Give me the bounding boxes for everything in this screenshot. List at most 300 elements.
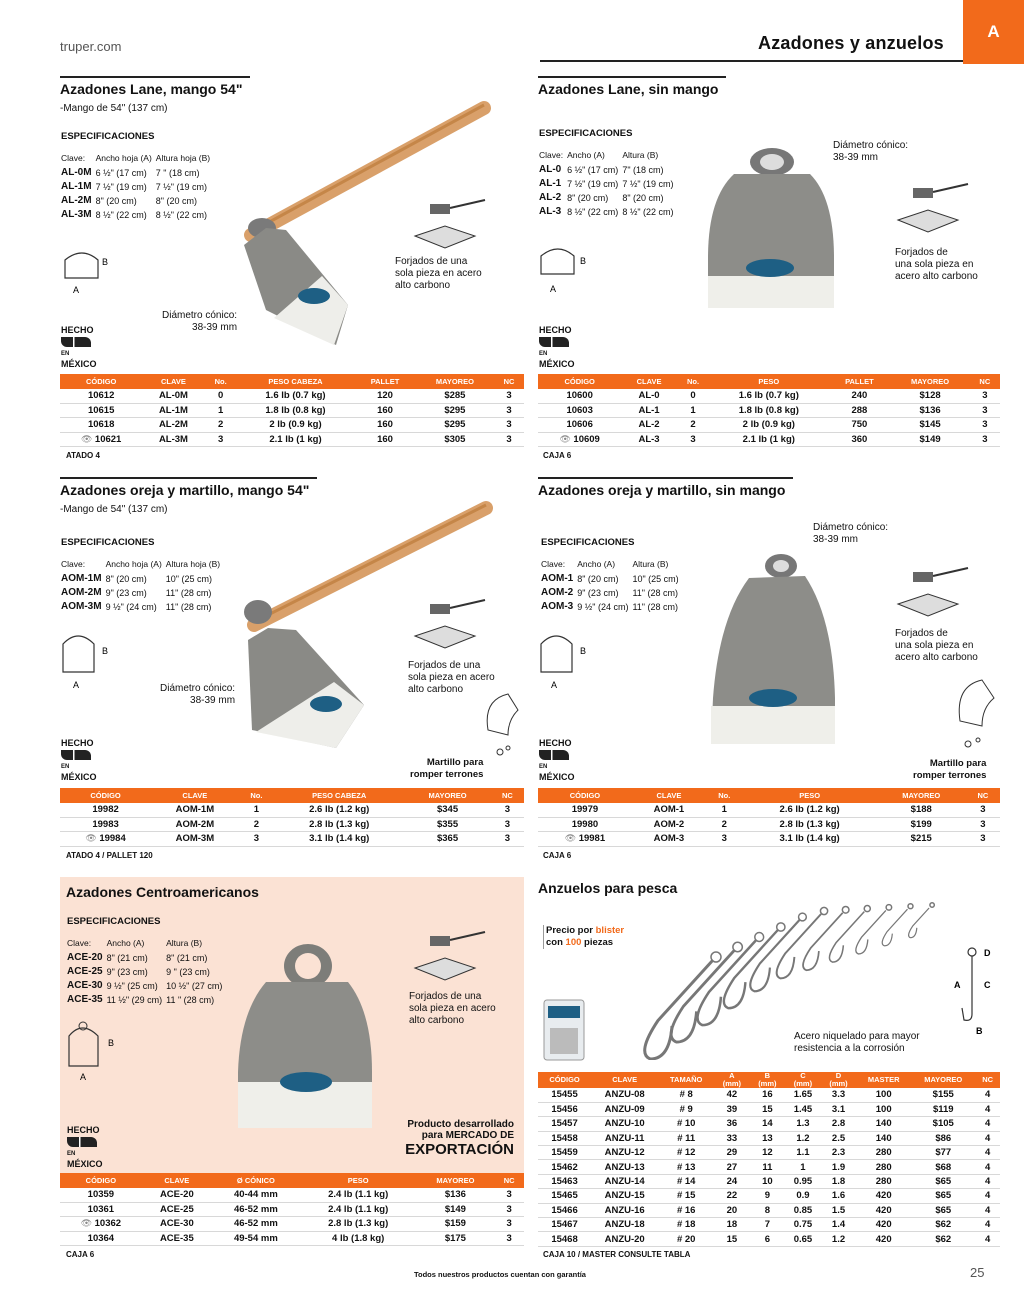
column-header: Ø CÓNICO [212, 1173, 300, 1188]
table-cell: 1 [785, 1160, 821, 1174]
section-title: Azadones Lane, sin mango [538, 76, 726, 97]
table-cell: 120 [354, 389, 415, 403]
table-cell: 1.6 lb (0.7 kg) [709, 389, 828, 403]
table-cell: # 16 [658, 1203, 714, 1217]
hook-eye [930, 903, 934, 907]
price-table-s3 [60, 788, 524, 847]
table-cell: 2.6 lb (1.2 kg) [274, 803, 404, 817]
table-cell: # 10 [658, 1117, 714, 1131]
spec-cell: 9 ½" (25 cm) [106, 981, 158, 991]
code-cell [60, 432, 142, 446]
table-cell: 10600 [538, 389, 621, 403]
spec-row [67, 993, 226, 1007]
table-cell: $295 [416, 403, 494, 417]
table-cell: 3.3 [821, 1088, 856, 1102]
code-value: 19981 [578, 833, 606, 845]
page-title: Azadones y anzuelos [758, 33, 944, 53]
table-cell: 2.1 lb (1 kg) [237, 432, 355, 446]
table-cell: 280 [856, 1146, 911, 1160]
table-row [60, 817, 524, 831]
spec-cell: 7 ½" (19 cm) [95, 182, 147, 192]
table-cell: 3 [491, 803, 524, 817]
pack-note: CAJA 10 / MASTER CONSULTE TABLA [543, 1250, 691, 1259]
forging-icon [405, 196, 495, 256]
table-cell: 1.2 [785, 1131, 821, 1145]
site-url[interactable]: truper.com [60, 39, 122, 54]
table-cell: 0.95 [785, 1174, 821, 1188]
column-header: PALLET [828, 374, 890, 389]
table-cell: 36 [714, 1117, 749, 1131]
handle-note: -Mango de 54" (137 cm) [60, 504, 168, 515]
column-header: PESO [300, 1173, 417, 1188]
table-cell: 2 [205, 418, 237, 432]
column-header: CÓDIGO [60, 788, 151, 803]
table-cell: 15455 [538, 1088, 591, 1102]
hook-eye [755, 933, 764, 942]
table-row [60, 418, 524, 432]
table-cell: $62 [911, 1232, 975, 1246]
spec-heading: ESPECIFICACIONES [61, 537, 155, 548]
column-header: MASTER [856, 1072, 911, 1088]
table-cell: 160 [354, 403, 415, 417]
table-cell: 15463 [538, 1174, 591, 1188]
spec-row [61, 180, 214, 194]
spec-col-header: Clave: [67, 938, 92, 948]
table-cell: 39 [714, 1102, 749, 1116]
forged-label: Forjados de una sola pieza en acero alto carbono [409, 991, 496, 1026]
column-header: A (mm) [714, 1072, 749, 1088]
column-header: No. [706, 788, 743, 803]
table-cell: 2.4 lb (1.1 kg) [300, 1188, 417, 1202]
hammer-icon [950, 676, 1000, 756]
table-cell: 1.2 [821, 1232, 856, 1246]
spec-row [61, 572, 224, 586]
hook-eye [820, 907, 827, 914]
code-value: 10621 [94, 433, 122, 445]
table-cell: 3 [494, 418, 524, 432]
table-cell: AL-0 [621, 389, 676, 403]
hook-eye [886, 905, 892, 911]
spec-cell: 8 ½" (22 cm) [622, 207, 674, 217]
spec-cell: 8" (20 cm) [105, 574, 147, 584]
table-cell: 0 [205, 389, 237, 403]
column-header: CÓDIGO [538, 374, 621, 389]
table-cell: 3.1 [821, 1102, 856, 1116]
svg-text:A: A [954, 980, 961, 990]
svg-text:B: B [102, 646, 109, 656]
column-header: No. [205, 374, 237, 389]
spec-cell: 9 ½" (24 cm) [105, 602, 157, 612]
table-cell: $65 [911, 1174, 975, 1188]
table-cell: 19980 [538, 817, 632, 831]
table-cell: $305 [416, 432, 494, 446]
pack-note: CAJA 6 [66, 1250, 95, 1259]
table-cell: $188 [877, 803, 966, 817]
material-label: Acero niquelado para mayor resistencia a la corrosión [794, 1031, 920, 1054]
table-cell: 0.65 [785, 1232, 821, 1246]
dim-b: B [102, 257, 109, 267]
eye-icon[interactable]: 👁 [559, 433, 574, 444]
column-header: No. [239, 788, 275, 803]
table-cell: 16 [750, 1088, 785, 1102]
table-cell: ANZU-18 [591, 1218, 658, 1232]
spec-col-header: Ancho (A) [106, 938, 145, 948]
column-header: CLAVE [142, 374, 204, 389]
svg-text:A: A [80, 1072, 87, 1082]
svg-text:A: A [551, 680, 558, 690]
code-value: 10362 [94, 1218, 122, 1230]
table-cell: 10361 [60, 1202, 142, 1216]
table-row [60, 803, 524, 817]
column-header: MAYOREO [890, 374, 969, 389]
table-cell: 2 [706, 817, 743, 831]
table-row [60, 1217, 524, 1231]
table-cell: 4 [975, 1174, 1000, 1188]
forging-icon [405, 596, 495, 656]
table-cell: 420 [856, 1232, 911, 1246]
spec-row [539, 205, 678, 219]
table-cell: AL-0M [142, 389, 204, 403]
table-cell: 420 [856, 1203, 911, 1217]
spec-col-header: Altura (B) [632, 559, 669, 569]
table-cell: AL-1M [142, 403, 204, 417]
table-cell: ANZU-12 [591, 1146, 658, 1160]
table-row [538, 817, 1000, 831]
table-cell: 280 [856, 1160, 911, 1174]
handle-note: -Mango de 54" (137 cm) [60, 103, 168, 114]
table-cell: 4 [975, 1146, 1000, 1160]
hook-eye [777, 923, 785, 931]
spec-cell: 8" (20 cm) [622, 193, 664, 203]
eye-icon[interactable]: 👁 [85, 833, 100, 844]
table-cell: 1.5 [821, 1203, 856, 1217]
spec-row [539, 191, 678, 205]
table-cell: 2.5 [821, 1131, 856, 1145]
table-cell: $355 [404, 817, 491, 831]
fish-hook [645, 960, 713, 1059]
column-header: No. [677, 374, 710, 389]
table-cell: 3 [494, 389, 524, 403]
spec-table [61, 150, 214, 222]
table-cell: $365 [404, 832, 491, 846]
hoe-dimension-icon [60, 630, 120, 692]
spec-row [61, 194, 214, 208]
spec-row [67, 965, 226, 979]
spec-cell: 9" (23 cm) [106, 967, 148, 977]
table-cell: 3 [966, 817, 1000, 831]
table-cell: 3 [966, 803, 1000, 817]
column-header: PESO [743, 788, 877, 803]
table-cell: ACE-20 [142, 1188, 212, 1202]
table-cell: 15462 [538, 1160, 591, 1174]
spec-block [541, 537, 683, 614]
spec-heading: ESPECIFICACIONES [61, 131, 155, 142]
table-cell: $86 [911, 1131, 975, 1145]
table-cell: 1.65 [785, 1088, 821, 1102]
table-cell: 140 [856, 1131, 911, 1145]
table-cell: $155 [911, 1088, 975, 1102]
forging-icon [888, 564, 978, 624]
spec-cell: AL-2M [61, 195, 92, 206]
table-cell: 1.3 [785, 1117, 821, 1131]
column-header: MAYOREO [404, 788, 491, 803]
table-cell: 2.1 lb (1 kg) [709, 432, 828, 446]
table-row [60, 1188, 524, 1202]
table-cell: 360 [828, 432, 890, 446]
table-row [538, 832, 1000, 846]
hook-eye [799, 913, 807, 921]
dim-a: A [73, 285, 80, 295]
eye-icon[interactable]: 👁 [80, 433, 95, 444]
table-cell: AL-3M [142, 432, 204, 446]
diameter-label: Diámetro cónico: 38-39 mm [813, 522, 889, 545]
spec-cell: AL-3 [539, 206, 562, 217]
table-row [538, 1088, 1000, 1102]
spec-col-header: Clave: [539, 150, 564, 160]
table-cell: 15457 [538, 1117, 591, 1131]
section-lane-sin-mango [538, 76, 726, 97]
column-header: CÓDIGO [538, 788, 632, 803]
spec-block [61, 131, 214, 222]
code-cell [60, 1217, 142, 1231]
table-cell: 4 [975, 1189, 1000, 1203]
table-cell: # 20 [658, 1232, 714, 1246]
pack-note: ATADO 4 / PALLET 120 [66, 851, 153, 860]
spec-row [61, 600, 224, 614]
table-cell: 2 [239, 817, 275, 831]
table-cell: 15465 [538, 1189, 591, 1203]
table-cell: 4 [975, 1088, 1000, 1102]
spec-row [67, 951, 226, 965]
table-cell: AOM-2M [151, 817, 239, 831]
section-tab[interactable]: A [963, 0, 1024, 64]
made-in-mexico-badge: HECHO EN MÉXICO [61, 325, 97, 369]
eye-icon[interactable]: 👁 [80, 1218, 95, 1229]
table-cell: AOM-1 [632, 803, 706, 817]
table-cell: 1.8 lb (0.8 kg) [237, 403, 355, 417]
table-cell: 4 [975, 1218, 1000, 1232]
table-cell: 15 [750, 1102, 785, 1116]
spec-col-header: Altura hoja (B) [165, 559, 221, 569]
table-cell: 13 [750, 1131, 785, 1145]
table-cell: 10612 [60, 389, 142, 403]
spec-heading: ESPECIFICACIONES [541, 537, 635, 548]
column-header: MAYOREO [911, 1072, 975, 1088]
table-cell: $149 [890, 432, 969, 446]
table-cell: 19979 [538, 803, 632, 817]
table-cell: 420 [856, 1189, 911, 1203]
table-cell: 2 lb (0.9 kg) [237, 418, 355, 432]
table-cell: ANZU-14 [591, 1174, 658, 1188]
svg-text:B: B [580, 646, 587, 656]
table-cell: AOM-2 [632, 817, 706, 831]
column-header: C (mm) [785, 1072, 821, 1088]
table-cell: 100 [856, 1102, 911, 1116]
table-row [538, 1160, 1000, 1174]
table-cell: $68 [911, 1160, 975, 1174]
table-cell: $136 [417, 1188, 495, 1202]
column-header: MAYOREO [877, 788, 966, 803]
table-cell: 6 [750, 1232, 785, 1246]
column-header: PESO CABEZA [274, 788, 404, 803]
table-cell: 40-44 mm [212, 1188, 300, 1202]
column-header: NC [970, 374, 1000, 389]
table-row [538, 418, 1000, 432]
table-cell: 2 [677, 418, 710, 432]
spec-cell: 8" (21 cm) [106, 953, 148, 963]
table-cell: 0.75 [785, 1218, 821, 1232]
table-cell: ANZU-15 [591, 1189, 658, 1203]
table-cell: 46-52 mm [212, 1202, 300, 1216]
spec-col-header: Altura hoja (B) [155, 153, 211, 163]
table-cell: 3 [970, 389, 1000, 403]
table-cell: 3 [494, 1231, 524, 1245]
table-row [60, 832, 524, 846]
table-cell: 10364 [60, 1231, 142, 1245]
price-table-s1 [60, 374, 524, 447]
hoe-dimension-icon [66, 1020, 126, 1084]
table-row [538, 803, 1000, 817]
table-cell: AL-2 [621, 418, 676, 432]
table-row [538, 1218, 1000, 1232]
spec-col-header: Altura (B) [622, 150, 659, 160]
page-number: 25 [970, 1265, 985, 1280]
table-cell: # 14 [658, 1174, 714, 1188]
warranty-footer: Todos nuestros productos cuentan con garantía [414, 1270, 586, 1279]
table-cell: 2.8 lb (1.3 kg) [300, 1217, 417, 1231]
table-row [60, 389, 524, 403]
table-cell: $175 [417, 1231, 495, 1245]
table-cell: ACE-30 [142, 1217, 212, 1231]
spec-cell: 11" (28 cm) [632, 588, 678, 598]
table-cell: $136 [890, 403, 969, 417]
column-header: TAMAÑO [658, 1072, 714, 1088]
spec-table [541, 556, 683, 614]
table-cell: 2.8 lb (1.3 kg) [274, 817, 404, 831]
column-header: PESO [709, 374, 828, 389]
pack-note: CAJA 6 [543, 451, 572, 460]
code-value: 10609 [573, 433, 600, 445]
table-cell: 7 [750, 1218, 785, 1232]
column-header: PALLET [354, 374, 415, 389]
spec-cell: AL-3M [61, 209, 92, 220]
spec-cell: ACE-30 [67, 980, 103, 991]
spec-col-header: Clave: [61, 153, 86, 163]
table-cell: 3 [239, 832, 275, 846]
price-note: Precio por blister con 100 piezas [543, 925, 624, 949]
spec-cell: 7 " (18 cm) [155, 168, 200, 178]
eye-icon[interactable]: 👁 [564, 833, 579, 844]
table-cell: ANZU-08 [591, 1088, 658, 1102]
spec-cell: 7 ½" (19 cm) [622, 179, 674, 189]
table-cell: 1 [706, 803, 743, 817]
table-row [538, 1131, 1000, 1145]
table-cell: $285 [416, 389, 494, 403]
spec-cell: AOM-1M [61, 573, 102, 584]
spec-cell: 7 ½" (19 cm) [155, 182, 208, 192]
table-cell: 2.8 [821, 1117, 856, 1131]
table-row [60, 1231, 524, 1245]
diameter-label: Diámetro cónico: 38-39 mm [833, 140, 909, 163]
spec-cell: 11 ½" (29 cm) [106, 995, 163, 1005]
hoe-dimension-icon [538, 630, 598, 692]
spec-cell: 10" (25 cm) [632, 574, 679, 584]
table-cell: $62 [911, 1218, 975, 1232]
table-cell: 10615 [60, 403, 142, 417]
table-cell: 15467 [538, 1218, 591, 1232]
table-row [538, 1146, 1000, 1160]
table-cell: 1.45 [785, 1102, 821, 1116]
table-cell: 3 [494, 432, 524, 446]
table-cell: $65 [911, 1203, 975, 1217]
hammer-icon [478, 690, 524, 760]
spec-cell: AL-0M [61, 167, 92, 178]
table-cell: ANZU-10 [591, 1117, 658, 1131]
table-cell: 11 [750, 1160, 785, 1174]
spec-col-header: Ancho (A) [577, 559, 616, 569]
table-cell: $149 [417, 1202, 495, 1216]
column-header: CÓDIGO [60, 374, 142, 389]
table-cell: AL-1 [621, 403, 676, 417]
table-row [538, 1174, 1000, 1188]
table-cell: 19983 [60, 817, 151, 831]
svg-text:D: D [984, 948, 991, 958]
table-cell: 140 [856, 1117, 911, 1131]
hoe-head-image [236, 942, 376, 1132]
table-cell: 160 [354, 418, 415, 432]
spec-col-header: Ancho hoja (A) [95, 153, 152, 163]
code-cell [538, 432, 621, 446]
table-cell: 15466 [538, 1203, 591, 1217]
fish-hook [882, 909, 907, 946]
spec-cell: 6 ½" (17 cm) [567, 165, 619, 175]
price-table-s6 [538, 1072, 1000, 1247]
column-header: MAYOREO [416, 374, 494, 389]
spec-cell: 8" (20 cm) [567, 193, 609, 203]
table-cell: 42 [714, 1088, 749, 1102]
hoe-head-image [705, 548, 840, 748]
table-cell: 10603 [538, 403, 621, 417]
table-cell: 15458 [538, 1131, 591, 1145]
forged-label: Forjados de una sola pieza en acero alto carbono [895, 628, 978, 663]
forged-label: Forjados de una sola pieza en acero alto carbono [895, 247, 978, 282]
made-in-mexico-badge: HECHO EN MÉXICO [539, 738, 575, 782]
table-cell: 49-54 mm [212, 1231, 300, 1245]
svg-text:B: B [976, 1026, 983, 1036]
table-cell: 2 lb (0.9 kg) [709, 418, 828, 432]
spec-block [67, 916, 226, 1007]
spec-cell: 9" (23 cm) [105, 588, 147, 598]
table-cell: $345 [404, 803, 491, 817]
fish-hook [909, 908, 929, 938]
table-cell: 4 [975, 1203, 1000, 1217]
table-cell: # 11 [658, 1131, 714, 1145]
table-cell: 3 [970, 432, 1000, 446]
table-cell: 2.3 [821, 1146, 856, 1160]
column-header: NC [494, 374, 524, 389]
table-cell: 160 [354, 432, 415, 446]
spec-cell: AOM-2M [61, 587, 102, 598]
table-cell: 3 [970, 418, 1000, 432]
column-header: CLAVE [151, 788, 239, 803]
pack-note: CAJA 6 [543, 851, 572, 860]
table-cell: $159 [417, 1217, 495, 1231]
table-cell: 3 [205, 432, 237, 446]
price-table-s2 [538, 374, 1000, 447]
hook-eye [733, 942, 742, 951]
section-title: Azadones Lane, mango 54" [60, 76, 250, 97]
hook-eye [842, 906, 849, 913]
